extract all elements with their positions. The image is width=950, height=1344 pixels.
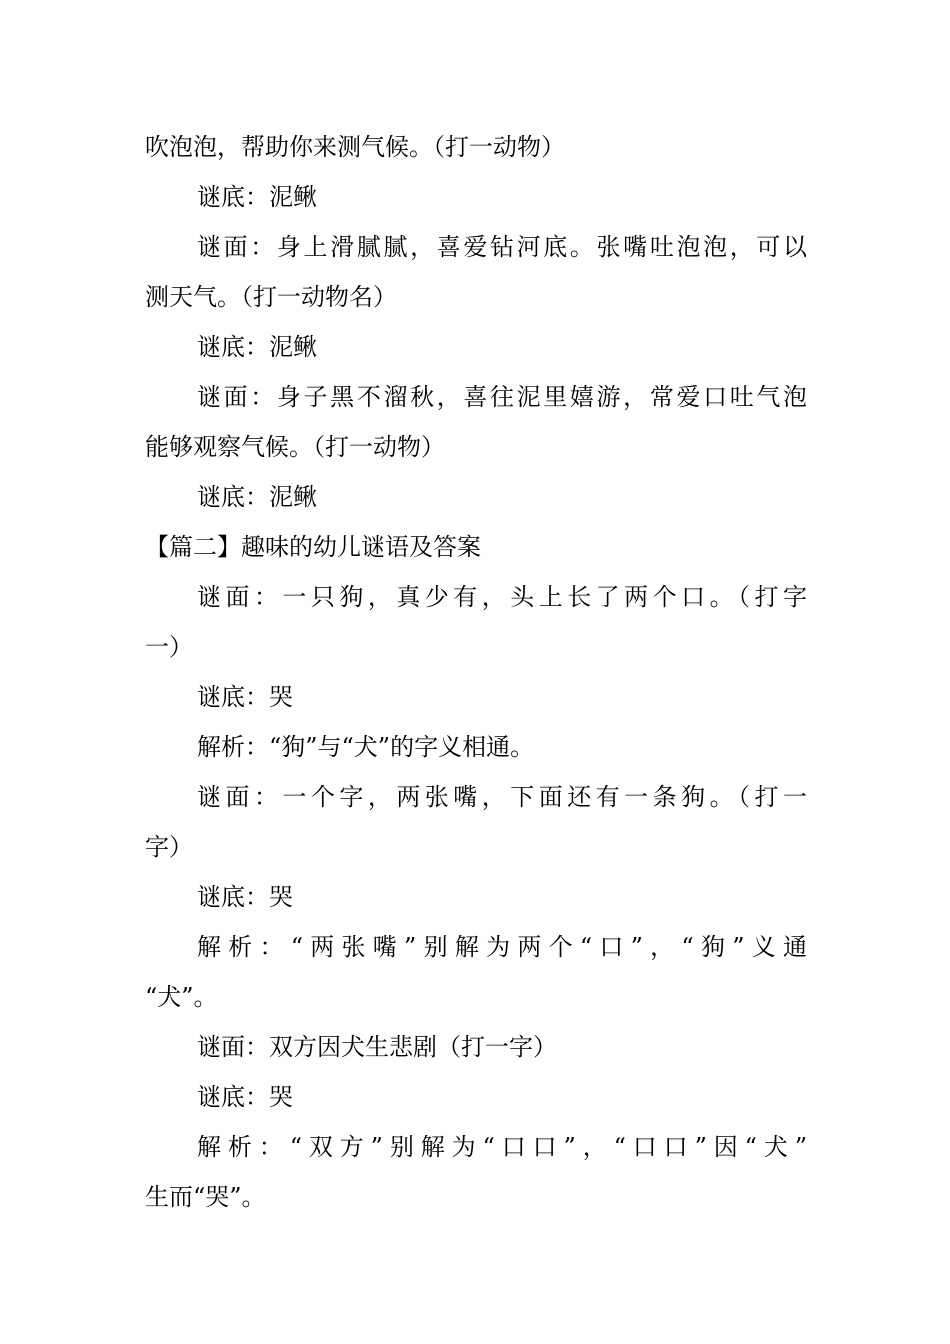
text-line: 谜面：一个字，两张嘴，下面还有一条狗。（打一 xyxy=(197,783,807,811)
text-line: 谜面：一只狗，真少有，头上长了两个口。（打字 xyxy=(197,583,807,611)
text-line: 谜面：身上滑腻腻，喜爱钻河底。张嘴吐泡泡，可以 xyxy=(197,233,807,261)
text-line: 谜底：泥鳅 xyxy=(197,183,317,211)
section-heading: 【篇二】趣味的幼儿谜语及答案 xyxy=(145,533,481,561)
text-line: 吹泡泡，帮助你来测气候。（打一动物） xyxy=(145,133,565,161)
text-line: 谜底：泥鳅 xyxy=(197,483,317,511)
text-line: 谜底：哭 xyxy=(197,883,293,911)
text-line: 谜底：哭 xyxy=(197,1083,293,1111)
document-page xyxy=(145,122,807,1222)
text-line: 谜底：泥鳅 xyxy=(197,333,317,361)
text-line: “犬”。 xyxy=(145,983,218,1011)
text-line: 谜面：双方因犬生悲剧（打一字） xyxy=(197,1033,557,1061)
text-line: 测天气。（打一动物名） xyxy=(145,283,397,311)
text-line: 谜底：哭 xyxy=(197,683,293,711)
text-line: 解析：“双方”别解为“口口”，“口口”因“犬” xyxy=(197,1133,807,1161)
text-line: 字） xyxy=(145,833,193,861)
text-line: 生而“哭”。 xyxy=(145,1183,266,1211)
text-line: 一） xyxy=(145,633,193,661)
text-line: 谜面：身子黑不溜秋，喜往泥里嬉游，常爱口吐气泡 xyxy=(197,383,807,411)
text-line: 能够观察气候。（打一动物） xyxy=(145,433,445,461)
text-line: 解析：“狗”与“犬”的字义相通。 xyxy=(197,733,535,761)
text-line: 解析：“两张嘴”别解为两个“口”，“狗”义通 xyxy=(197,933,807,961)
